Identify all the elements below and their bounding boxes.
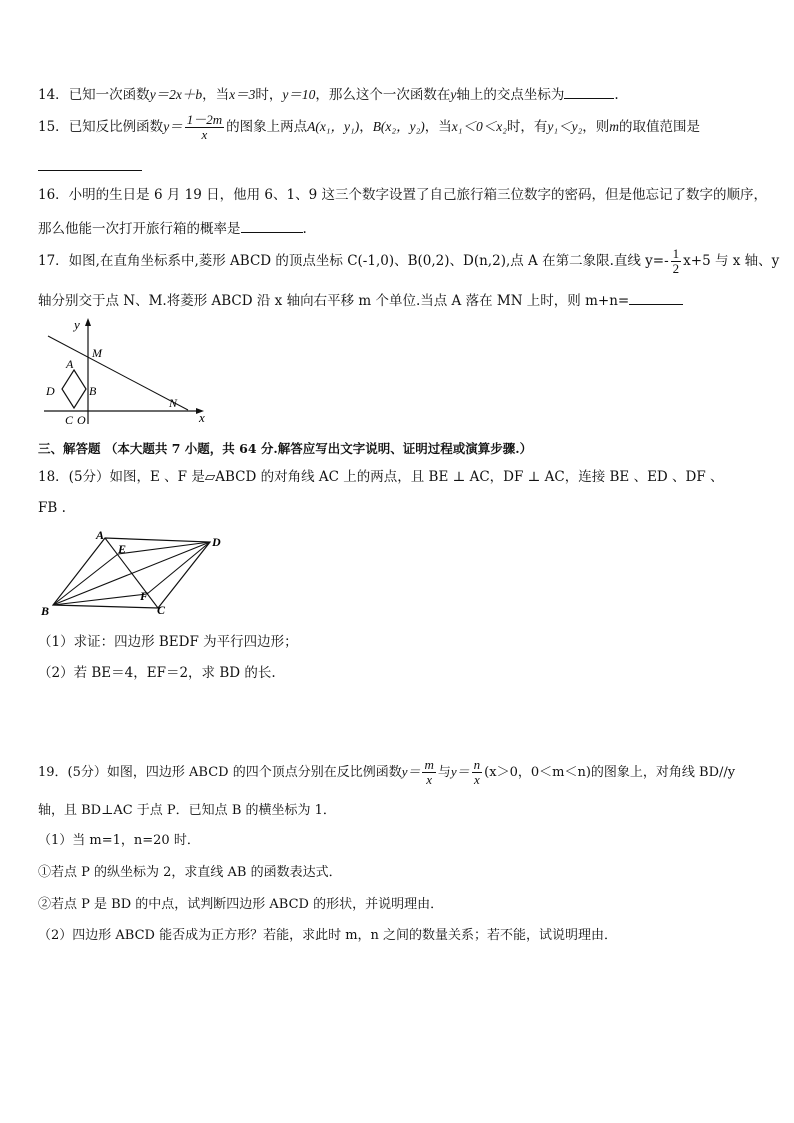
question-18-line1: 18．(5分）如图，E 、F 是▱ABCD 的对角线 AC 上的两点，且 BE ⊥ AC，DF ⊥ AC，连接 BE 、ED 、DF 、 xyxy=(38,469,724,485)
label-E: E xyxy=(118,542,127,556)
question-15: 15．已知反比例函数y＝ $\frac{1-2m}{x}$ 的图象上两点A(x₁，y₁)，B(x₂，y₂)，当x₁＜0＜x₂时，有y₁＜y₂，则m的取值范围是 xyxy=(38,112,701,142)
fraction-m-over-x: $\frac{m}{x}$ xyxy=(424,757,434,787)
question-19-part2: （2）四边形 ABCD 能否成为正方形？若能，求此时 m，n 之间的数量关系；若不能，试说明理由． xyxy=(38,928,618,943)
question-17-line2: 轴分别交于点 N、M.将菱形 ABCD 沿 x 轴向右平移 m 个单位.当点 A 落在 MN 上时，则 m+n= xyxy=(38,290,683,310)
question-17-line1: 17．如图,在直角坐标系中,菱形 ABCD 的顶点坐标 C(-1,0)、B(0,2)、D(n,2),点 A 在第二象限.直线 y=- $\frac{1}{2}$ x+5 与 x 轴、y xyxy=(38,246,780,276)
label-C: C xyxy=(65,413,74,427)
question-18-part1: （1）求证：四边形 BEDF 为平行四边形； xyxy=(38,634,298,650)
fraction-1-2m-over-x: $\frac{1-2m}{x}$ xyxy=(186,112,223,142)
question-19-part1: （1）当 m=1，n=20 时． xyxy=(38,833,200,848)
answer-blank-16[interactable] xyxy=(241,218,303,233)
question-19-line2: 轴，且 BD⊥AC 于点 P．已知点 B 的横坐标为 1． xyxy=(38,803,336,818)
question-19-line1: 19．(5分）如图，四边形 ABCD 的四个顶点分别在反比例函数y＝ $\frac{m}{x}$ 与y＝ $\frac{n}{x}$ (x＞0，0＜m＜n)的图象上，对角线 BD//y xyxy=(38,757,736,787)
question-18-part2: （2）若 BE＝4，EF＝2，求 BD 的长. xyxy=(38,665,276,681)
parallelogram-figure xyxy=(38,528,238,620)
label-B: B xyxy=(41,604,50,618)
question-19-part1a: ①若点 P 的纵坐标为 2，求直线 AB 的函数表达式． xyxy=(38,865,342,880)
question-16-line2: 那么他能一次打开旅行箱的概率是 . xyxy=(38,218,307,238)
label-D: D xyxy=(212,535,221,549)
question-16-line1: 16．小明的生日是 6 月 19 日，他用 6、1、9 这三个数字设置了自己旅行箱三位数字的密码，但是他忘记了数字的顺序， xyxy=(38,187,767,203)
label-N: N xyxy=(169,396,178,410)
label-C: C xyxy=(157,603,166,617)
label-B: B xyxy=(89,384,97,398)
question-14: 14．已知一次函数y＝2x＋b，当x＝3时，y＝10，那么这个一次函数在y轴上的交点坐标为 . xyxy=(38,84,619,104)
label-x: x xyxy=(199,410,205,425)
fraction-n-over-x: $\frac{n}{x}$ xyxy=(473,757,481,787)
fraction-one-half: $\frac{1}{2}$ xyxy=(672,246,680,276)
question-18-line2: FB . xyxy=(38,500,66,516)
label-O: O xyxy=(77,413,86,427)
section-3-heading: 三、解答题 （本大题共 7 小题，共 64 分.解答应写出文字说明、证明过程或演算步骤.） xyxy=(38,441,533,456)
answer-blank-15[interactable] xyxy=(38,170,142,171)
label-A: A xyxy=(96,528,105,542)
label-M: M xyxy=(92,346,102,360)
answer-blank-14[interactable] xyxy=(564,84,614,99)
rhombus-coordinate-figure xyxy=(40,316,210,428)
label-D: D xyxy=(46,384,55,398)
answer-blank-17[interactable] xyxy=(629,290,683,305)
question-19-part1b: ②若点 P 是 BD 的中点，试判断四边形 ABCD 的形状，并说明理由． xyxy=(38,897,444,912)
label-y: y xyxy=(74,317,80,332)
label-A: A xyxy=(66,357,74,371)
label-F: F xyxy=(140,589,149,603)
